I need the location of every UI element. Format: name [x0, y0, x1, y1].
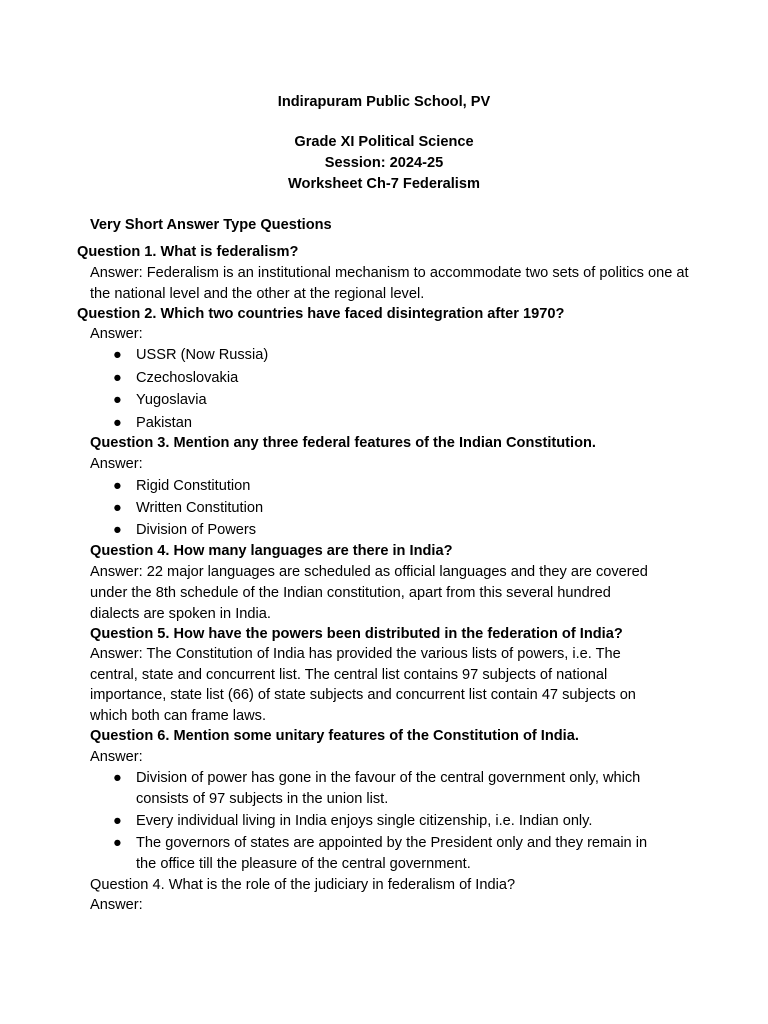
question-3: Question 3. Mention any three federal features of the Indian Constitution. — [90, 435, 596, 451]
bullet-icon: ● — [113, 370, 122, 386]
answer-2-item: Pakistan — [136, 415, 192, 431]
school-name: Indirapuram Public School, PV — [277, 94, 491, 110]
question-4: Question 4. How many languages are there in India? — [90, 543, 453, 559]
answer-6-item-cont: consists of 97 subjects in the union list. — [136, 791, 389, 807]
answer-6-item-cont: the office till the pleasure of the central government. — [136, 856, 471, 872]
answer-2-label: Answer: — [90, 326, 143, 342]
answer-2-item: Czechoslovakia — [136, 370, 239, 386]
answer-5-line: Answer: The Constitution of India has provided the various lists of powers, i.e. The — [90, 646, 621, 662]
section-title: Very Short Answer Type Questions — [90, 217, 332, 233]
answer-6-item: Every individual living in India enjoys single citizenship, i.e. Indian only. — [136, 813, 593, 829]
answer-3-item: Rigid Constitution — [136, 478, 251, 494]
bullet-icon: ● — [113, 415, 122, 431]
answer-6-item: The governors of states are appointed by the President only and they remain in — [136, 835, 648, 851]
question-7: Question 4. What is the role of the judiciary in federalism of India? — [90, 877, 516, 893]
answer-6-label: Answer: — [90, 749, 143, 765]
bullet-icon: ● — [113, 813, 122, 829]
bullet-icon: ● — [113, 770, 122, 786]
answer-3-label: Answer: — [90, 456, 143, 472]
question-6: Question 6. Mention some unitary features of the Constitution of India. — [90, 728, 579, 744]
bullet-icon: ● — [113, 347, 122, 363]
answer-2-item: USSR (Now Russia) — [136, 347, 269, 363]
answer-2-item: Yugoslavia — [136, 392, 207, 408]
answer-4-line: dialects are spoken in India. — [90, 606, 271, 622]
answer-5-line: importance, state list (66) of state subjects and concurrent list contain 47 subjects on — [90, 687, 636, 703]
answer-5-line: central, state and concurrent list. The central list contains 97 subjects of national — [90, 667, 608, 683]
question-1: Question 1. What is federalism? — [77, 244, 299, 260]
bullet-icon: ● — [113, 392, 122, 408]
answer-6-item: Division of power has gone in the favour of the central government only, which — [136, 770, 641, 786]
session-label: Session: 2024-25 — [324, 155, 444, 171]
worksheet-title: Worksheet Ch-7 Federalism — [288, 176, 480, 192]
question-5: Question 5. How have the powers been distributed in the federation of India? — [90, 626, 623, 642]
answer-1-line: the national level and the other at the regional level. — [90, 286, 425, 302]
question-2: Question 2. Which two countries have faced disintegration after 1970? — [77, 306, 565, 322]
bullet-icon: ● — [113, 500, 122, 516]
answer-4-line: under the 8th schedule of the Indian constitution, apart from this several hundred — [90, 585, 611, 601]
answer-1-line: Answer: Federalism is an institutional mechanism to accommodate two sets of politics one at — [90, 265, 689, 281]
answer-3-item: Written Constitution — [136, 500, 264, 516]
answer-5-line: which both can frame laws. — [90, 708, 267, 724]
grade-title: Grade XI Political Science — [294, 134, 474, 150]
answer-3-item: Division of Powers — [136, 522, 257, 538]
answer-4-line: Answer: 22 major languages are scheduled as official languages and they are covered — [90, 564, 648, 580]
answer-7-label: Answer: — [90, 897, 143, 913]
bullet-icon: ● — [113, 835, 122, 851]
bullet-icon: ● — [113, 522, 122, 538]
bullet-icon: ● — [113, 478, 122, 494]
